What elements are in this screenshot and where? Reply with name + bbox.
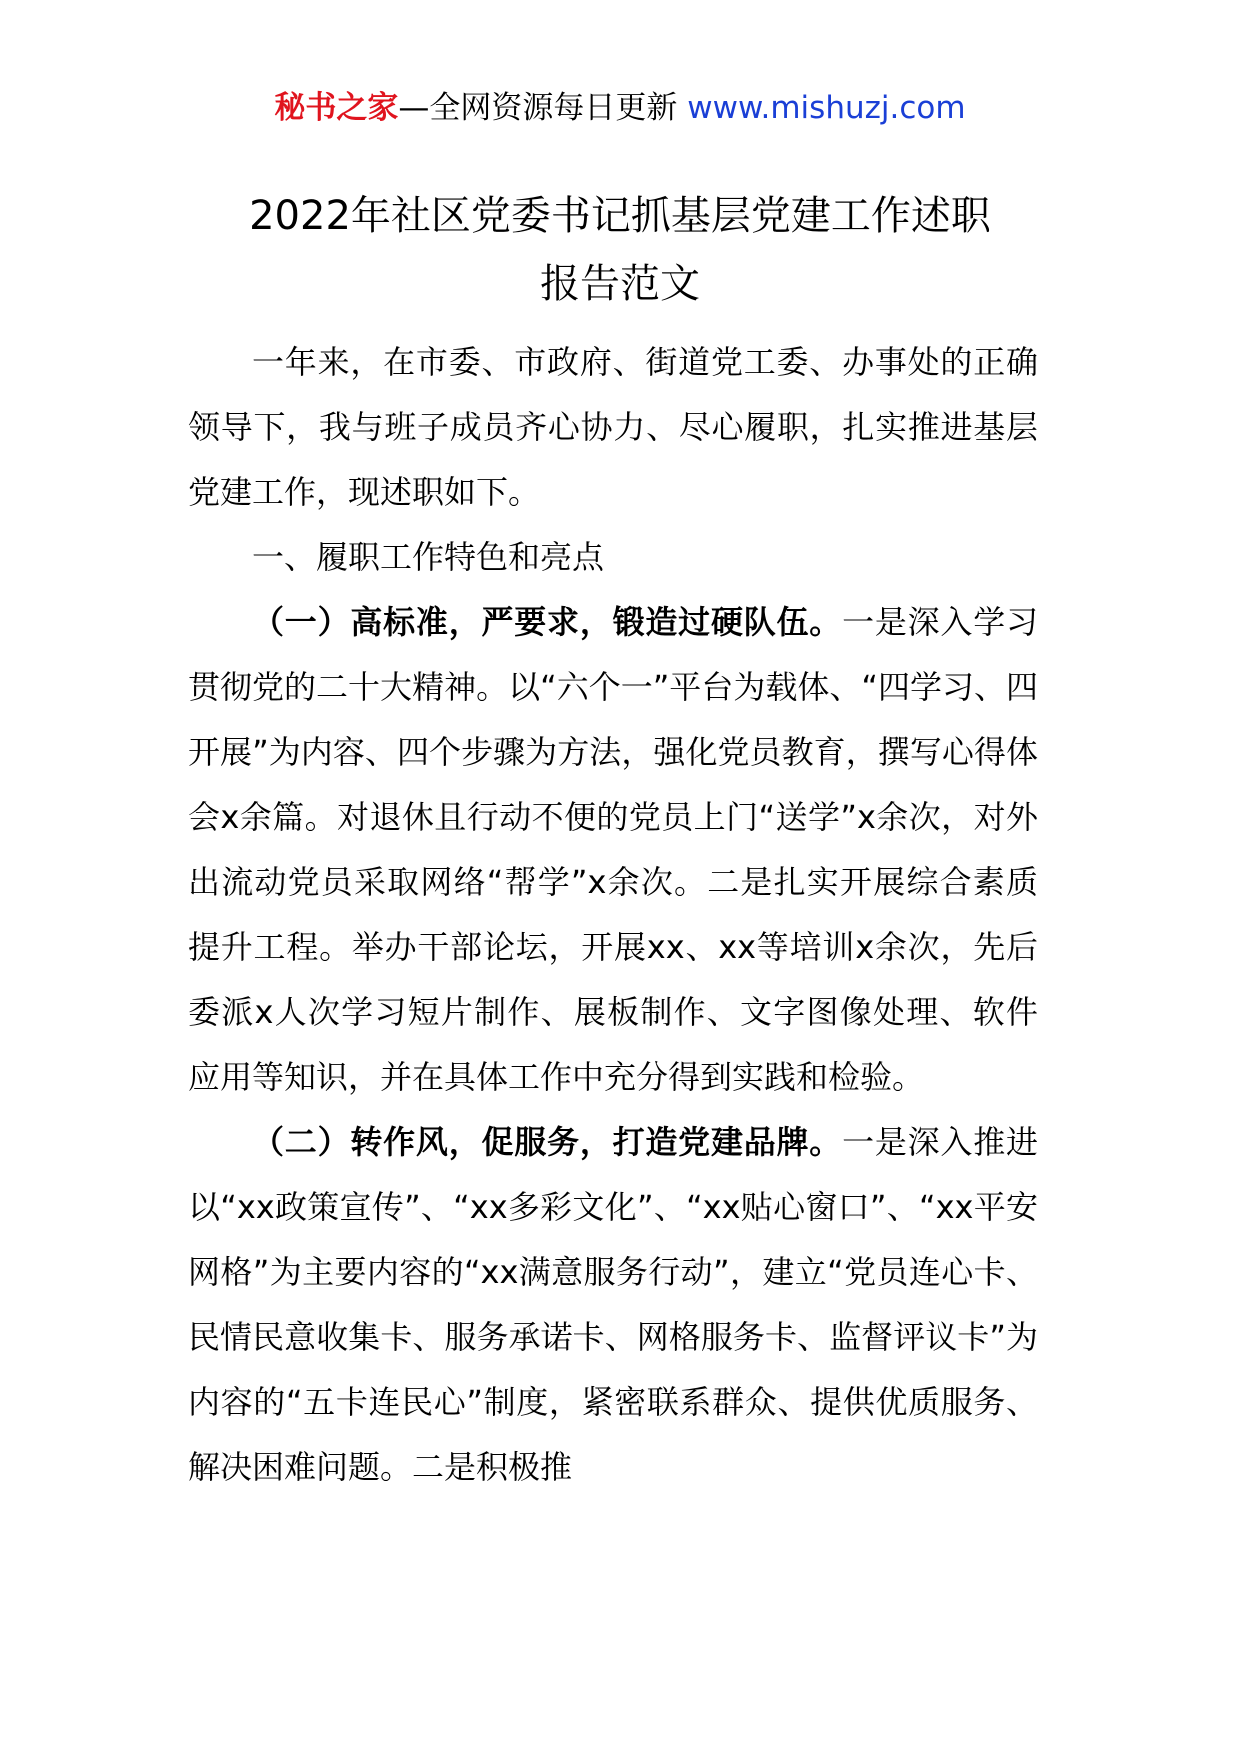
subsection-1-text: 一是深入学习贯彻党的二十大精神。以“六个一”平台为载体、“四学习、四开展”为内容、四个步骤为方法，强化党员教育，撰写心得体会x余篇。对退休且行动不便的党员上门“送学”x余次，对外出流动党员采取网络“帮学”x余次。二是扎实开展综合素质提升工程。举办干部论坛，开展xx、xx等培训x余次，先后委派x人次学习短片制作、展板制作、文字图像处理、软件应用等知识，并在具体工作中充分得到实践和检验。	[188, 603, 1038, 1096]
subsection-1-paragraph	[188, 590, 1038, 1110]
intro-paragraph: 一年来，在市委、市政府、街道党工委、办事处的正确领导下，我与班子成员齐心协力、尽心履职，扎实推进基层党建工作，现述职如下。	[188, 343, 1038, 511]
subsection-1-heading: （一）高标准，严要求，锻造过硬队伍。	[252, 603, 843, 641]
title-line-1: 2022年社区党委书记抓基层党建工作述职	[249, 193, 991, 239]
section-heading: 一、履职工作特色和亮点	[252, 538, 605, 576]
header-tagline: —全网资源每日更新	[398, 90, 688, 126]
subsection-2-text: 一是深入推进以“xx政策宣传”、“xx多彩文化”、“xx贴心窗口”、“xx平安网格”为主要内容的“xx满意服务行动”，建立“党员连心卡、民情民意收集卡、服务承诺卡、网格服务卡、监督评议卡”为内容的“五卡连民心”制度，紧密联系群众、提供优质服务、解决困难问题。二是积极推	[188, 1123, 1038, 1486]
document-body	[188, 330, 1038, 1500]
title-line-2: 报告范文	[540, 261, 700, 307]
site-header	[0, 88, 1240, 128]
site-url-link[interactable]: www.mishuzj.com	[687, 90, 966, 126]
subsection-2-heading: （二）转作风，促服务，打造党建品牌。	[252, 1123, 843, 1161]
subsection-2-paragraph	[188, 1110, 1038, 1500]
brand-name: 秘书之家	[274, 90, 399, 126]
document-title	[150, 182, 1090, 318]
